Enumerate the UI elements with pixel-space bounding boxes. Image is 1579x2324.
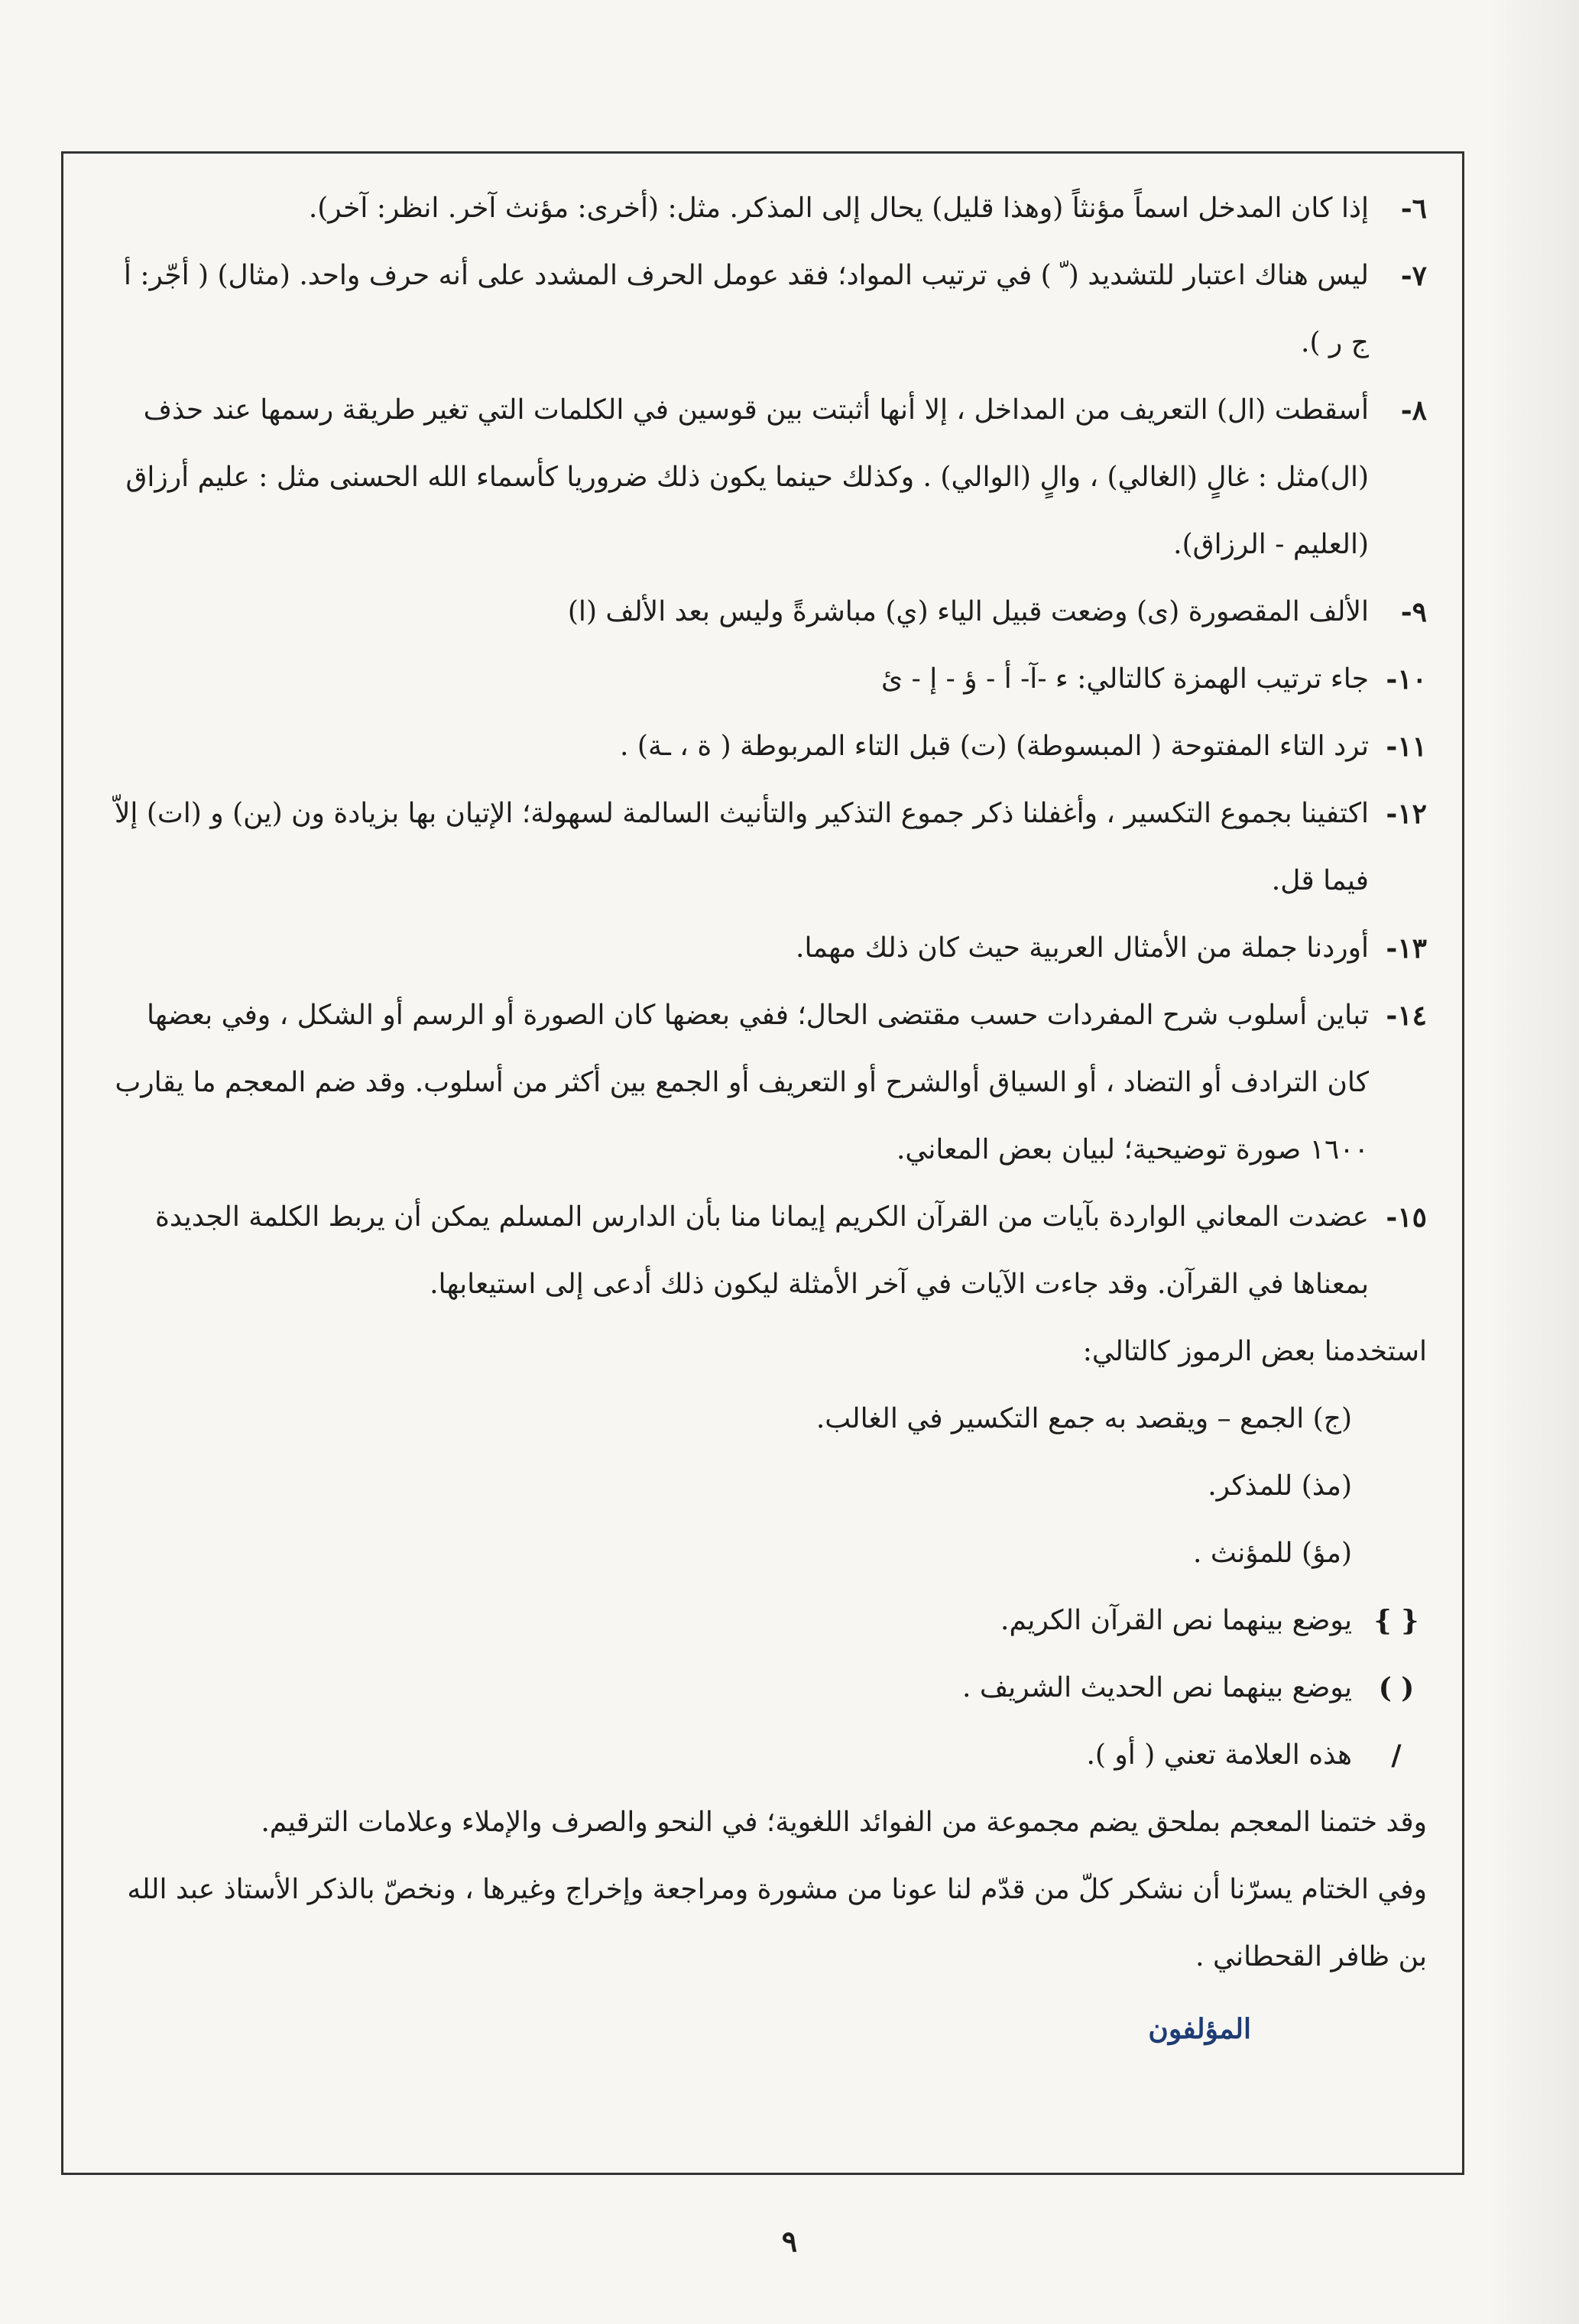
list-item-10 (99, 646, 1427, 713)
list-item-6 (99, 175, 1427, 242)
symbols-intro: استخدمنا بعض الرموز كالتالي: (1082, 1336, 1427, 1367)
symbol-text: يوضع بينهما نص القرآن الكريم. (1000, 1605, 1352, 1636)
item-number: ٨- (1400, 394, 1427, 426)
list-item-8 (99, 377, 1427, 579)
item-text: تباين أسلوب شرح المفردات حسب مقتضى الحال؛ ففي بعضها كان الصورة أو الرسم أو الشكل ، وفي بعضها كان الترادف أو التضاد ، أو السياق أوالشرح أو التعريف أو الجمع بين أكثر من أسلوب. وقد ضم المعجم ما يقارب ١٦٠٠ صورة توضيحية؛ لبيان بعض المعاني. (115, 1000, 1369, 1165)
item-number: ٩- (1400, 596, 1427, 628)
authors-signature: المؤلفون (1148, 2013, 1251, 2045)
item-text: ليس هناك اعتبار للتشديد ( ّ ) في ترتيب المواد؛ فقد عومل الحرف المشدد على أنه حرف واحد. (مثال) ( أجّر: أ ج ر ). (123, 260, 1369, 358)
item-text: جاء ترتيب الهمزة كالتالي: ء -آ- أ - ؤ - إ - ئ (880, 663, 1369, 695)
symbol-row (99, 1722, 1427, 1789)
page-content (99, 175, 1427, 2063)
item-text: أسقطت (ال) التعريف من المداخل ، إلا أنها أثبتت بين قوسين في الكلمات التي تغير طريقة رسمها عند حذف (ال)مثل : غالٍ (الغالي) ، والٍ (الوالي) . وكذلك حينما يكون ذلك ضروريا كأسماء الله الحسنى مثل : عليم أرزاق (العليم - الرزاق). (125, 394, 1369, 560)
symbol-text: هذه العلامة تعني ( أو ). (1086, 1739, 1352, 1771)
list-item-15 (99, 1184, 1427, 1318)
symbol-row (99, 1453, 1427, 1520)
page-number: ٩ (781, 2224, 798, 2258)
item-number: ١٢- (1386, 798, 1427, 830)
item-number: ٦- (1400, 193, 1427, 225)
list-item-13 (99, 915, 1427, 982)
page-frame (61, 151, 1464, 2175)
list-item-9 (99, 579, 1427, 646)
item-text: الألف المقصورة (ى) وضعت قبيل الياء (ي) مباشرةً وليس بعد الألف (ا) (567, 596, 1369, 627)
item-text: اكتفينا بجموع التكسير ، وأغفلنا ذكر جموع التذكير والتأنيث السالمة لسهولة؛ الإتيان بها بزيادة ون (ين) و (ات) إلاّ فيما قل. (114, 798, 1369, 896)
symbol-row (99, 1386, 1427, 1453)
item-number: ١١- (1386, 731, 1427, 763)
item-number: ٧- (1400, 260, 1427, 292)
symbol-mark: / (1391, 1739, 1402, 1771)
item-number: ١٤- (1386, 1000, 1427, 1032)
scan-shadow (1487, 0, 1579, 2324)
item-text: عضدت المعاني الواردة بآيات من القرآن الكريم إيمانا منا بأن الدارس المسلم يمكن أن يربط الكلمة الجديدة بمعناها في القرآن. وقد جاءت الآيات في آخر الأمثلة ليكون ذلك أدعى إلى استيعابها. (154, 1201, 1369, 1300)
list-item-12 (99, 780, 1427, 915)
item-number: ١٠- (1386, 663, 1427, 695)
closing-paragraph-1: وقد ختمنا المعجم بملحق يضم مجموعة من الفوائد اللغوية؛ في النحو والصرف والإملاء وعلامات الترقيم. (261, 1807, 1427, 1838)
closing-paragraph-2: وفي الختام يسرّنا أن نشكر كلّ من قدّم لنا عونا من مشورة ومراجعة وإخراج وغيرها ، ونخصّ بالذكر الأستاذ عبد الله بن ظافر القحطاني . (127, 1874, 1427, 1972)
symbol-text: (مذ) للمذكر. (1208, 1470, 1352, 1502)
item-number: ١٣- (1386, 932, 1427, 964)
symbol-row (99, 1520, 1427, 1587)
list-item-7 (99, 242, 1427, 377)
symbol-mark: { } (1373, 1605, 1419, 1637)
symbol-row (99, 1655, 1427, 1722)
item-number: ١٥- (1386, 1201, 1427, 1233)
list-item-14 (99, 982, 1427, 1184)
item-text: ترد التاء المفتوحة ( المبسوطة) (ت) قبل التاء المربوطة ( ة ، ـة) . (620, 731, 1369, 762)
list-item-11 (99, 713, 1427, 780)
symbol-text: (مؤ) للمؤنث . (1193, 1538, 1352, 1569)
item-text: إذا كان المدخل اسماً مؤنثاً (وهذا قليل) يحال إلى المذكر. مثل: (أخرى: مؤنث آخر. انظر: آخر). (308, 193, 1369, 224)
item-text: أوردنا جملة من الأمثال العربية حيث كان ذلك مهما. (796, 932, 1369, 964)
symbol-text: يوضع بينهما نص الحديث الشريف . (962, 1672, 1352, 1703)
symbol-row (99, 1587, 1427, 1655)
symbol-text: (ج) الجمع – ويقصد به جمع التكسير في الغالب. (815, 1403, 1352, 1434)
symbol-mark: ( ) (1378, 1672, 1415, 1704)
